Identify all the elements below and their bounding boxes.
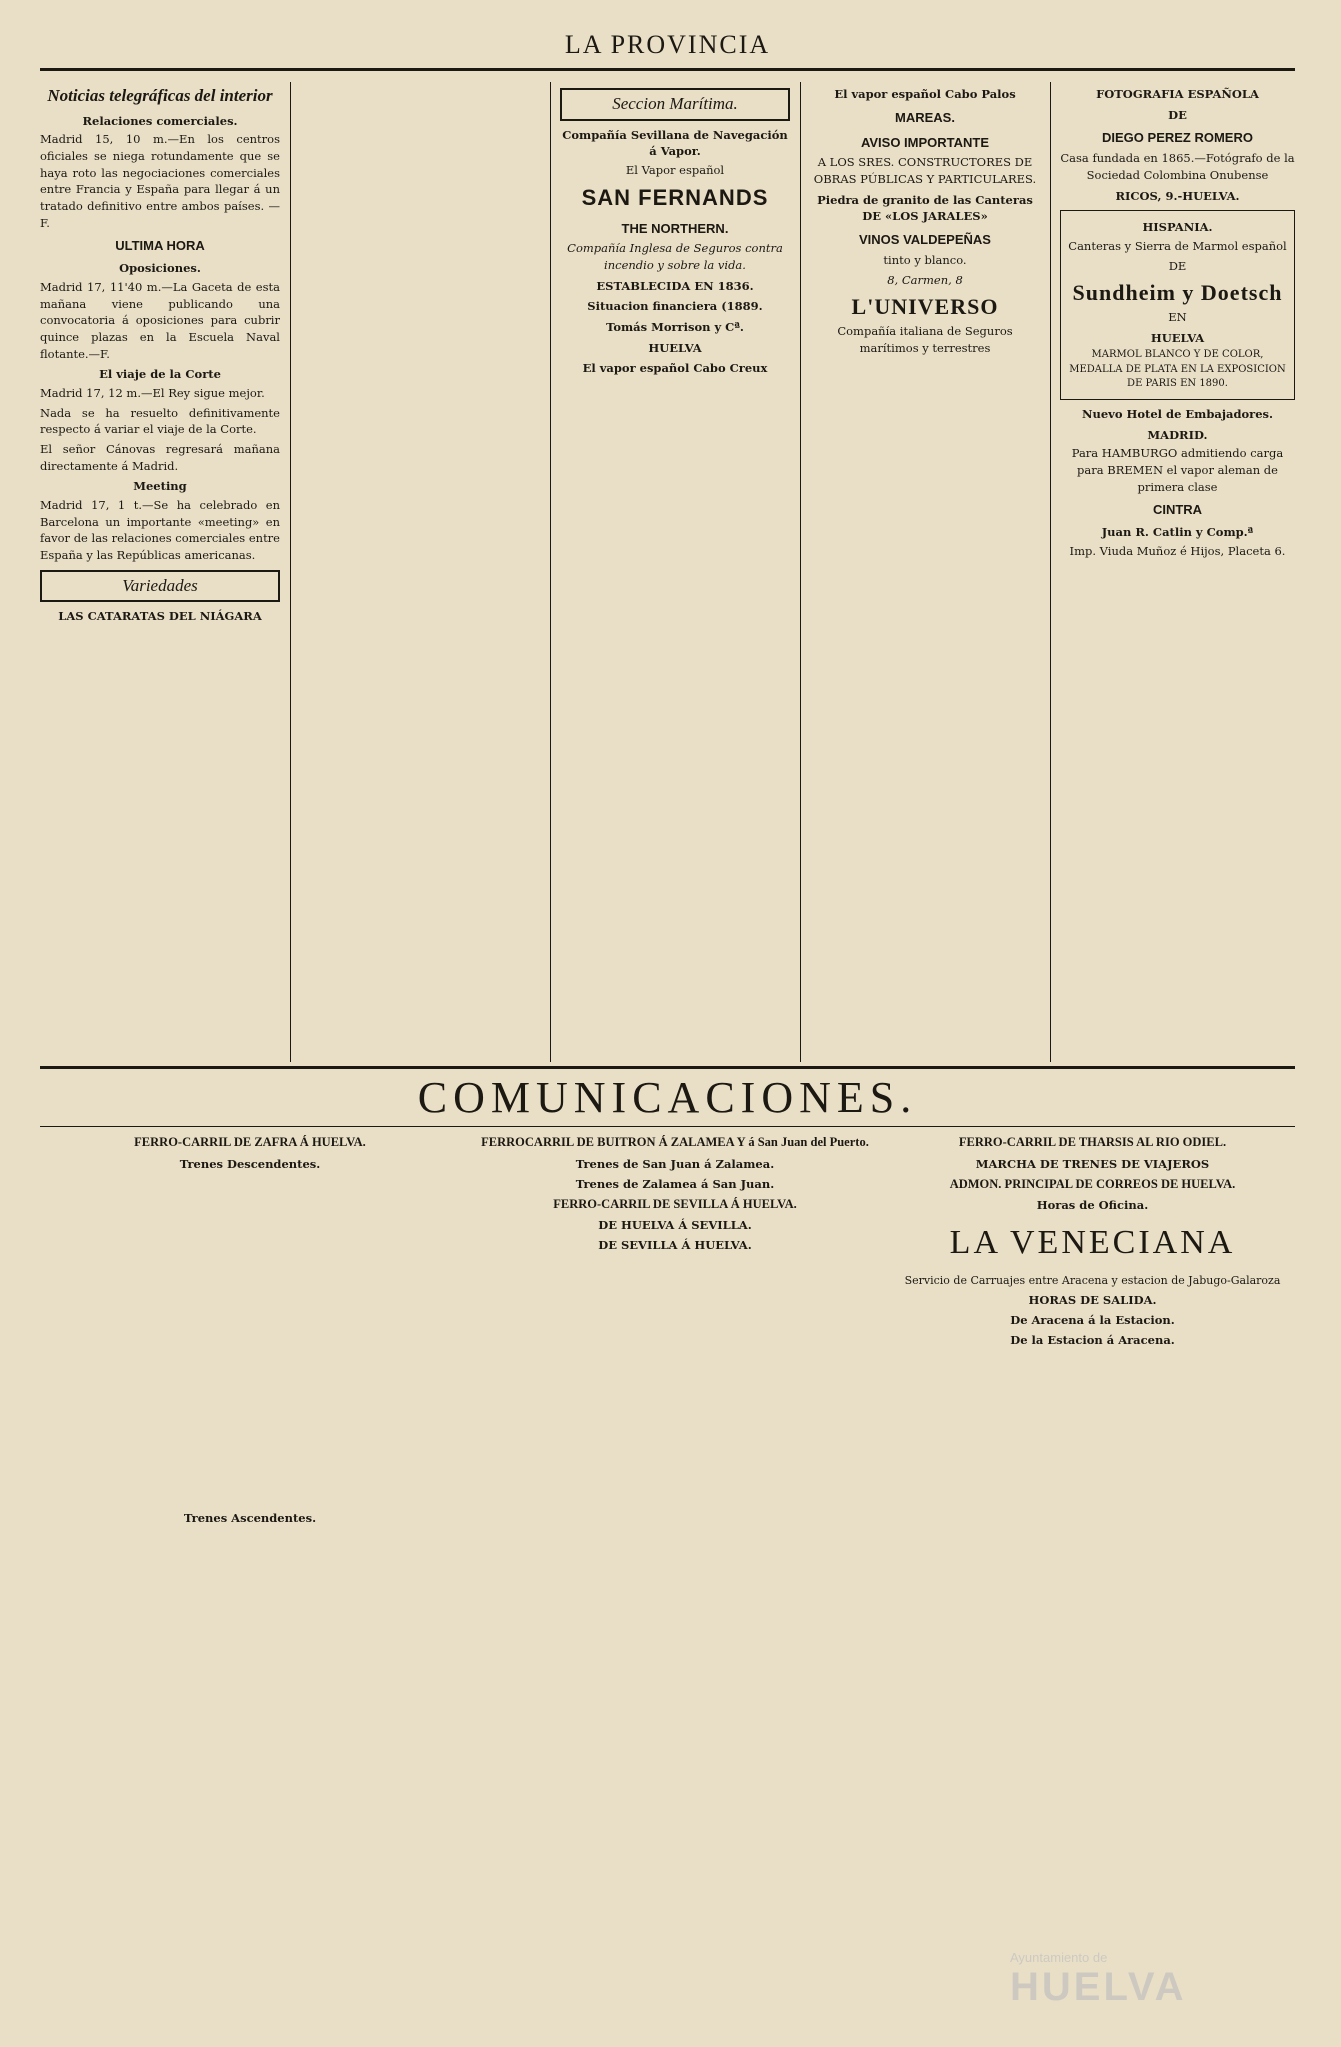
timetable-title: FERRO-CARRIL DE ZAFRA Á HUELVA. — [134, 1135, 366, 1149]
heading: ULTIMA HORA — [115, 238, 205, 254]
timetable-subtitle: MARCHA DE TRENES DE VIAJEROS — [975, 1156, 1210, 1171]
watermark-line: HUELVA — [1010, 1965, 1187, 2009]
timetable-subtitle: Trenes Descendentes. — [179, 1156, 321, 1171]
column-2 — [300, 82, 540, 1062]
subheading: Oposiciones. — [119, 261, 201, 276]
ship-name: SAN FERNANDS — [581, 184, 769, 210]
timetable-title: ADMON. PRINCIPAL DE CORREOS DE HUELVA. — [949, 1176, 1236, 1191]
ad-text: EN — [1168, 310, 1187, 325]
subheading: El viaje de la Corte — [99, 367, 221, 382]
ad-text: Para HAMBURGO admitiendo carga para BREMEN el vapor aleman de primera clase — [1071, 446, 1284, 494]
ad-text: Compañía italiana de Seguros marítimos y terrestres — [837, 324, 1013, 355]
section-rule — [40, 1126, 1295, 1127]
news-paragraph: Madrid 17, 1 t.—Se ha celebrado en Barcelona un importante «meeting» en favor de las relaciones comerciales entre España y las Repúblicas americanas. — [40, 497, 280, 562]
ad-text: Casa fundada en 1865.—Fotógrafo de la Sociedad Colombina Onubense — [1060, 151, 1295, 182]
timetable-subtitle: DE SEVILLA Á HUELVA. — [598, 1238, 752, 1253]
timetable — [40, 1176, 460, 1506]
archive-watermark — [1010, 1950, 1310, 2030]
ad-heading: LA VENECIANA — [949, 1224, 1236, 1262]
timetable-subtitle: Trenes de San Juan á Zalamea. — [575, 1156, 775, 1171]
ad-text: 8, Carmen, 8 — [887, 272, 963, 287]
ship-name: CINTRA — [1152, 502, 1203, 518]
ad-heading: HISPANIA. — [1142, 220, 1213, 235]
ad-text: DE — [1168, 258, 1187, 273]
ad-text: RICOS, 9.-HUELVA. — [1115, 188, 1240, 203]
ad-box — [1060, 210, 1295, 400]
ad-text: DE — [1168, 107, 1187, 122]
news-paragraph: Madrid 17, 12 m.—El Rey sigue mejor. — [40, 385, 265, 400]
ad-text: tinto y blanco. — [883, 252, 967, 267]
column-divider — [800, 82, 801, 1062]
news-paragraph: El señor Cánovas regresará mañana directamente á Madrid. — [40, 441, 280, 473]
column-divider — [290, 82, 291, 1062]
imprint: Imp. Viuda Muñoz é Hijos, Placeta 6. — [1069, 543, 1286, 558]
news-paragraph: Madrid 17, 11'40 m.—La Gaceta de esta mañana viene publicando una convocatoria á oposiciones para cubrir quince plazas en la Escuela Naval flotante.—F. — [40, 279, 280, 361]
ad-text: MARMOL BLANCO Y DE COLOR, MEDALLA DE PLATA EN LA EXPOSICION DE PARIS EN 1890. — [1069, 349, 1286, 390]
ad-heading: Nuevo Hotel de Embajadores. — [1081, 406, 1274, 421]
column-3 — [560, 82, 790, 1062]
city-name: HUELVA — [648, 340, 702, 355]
timetable-subtitle: DE HUELVA Á SEVILLA. — [598, 1218, 752, 1233]
ad-text: ESTABLECIDA EN 1836. — [596, 278, 754, 293]
heading: VINOS VALDEPEÑAS — [859, 232, 991, 248]
ad-text: Compañía Inglesa de Seguros contra incendio y sobre la vida. — [567, 241, 783, 273]
city-name: HUELVA — [1150, 330, 1205, 345]
timetable-subtitle: De Aracena á la Estacion. — [1010, 1313, 1175, 1328]
bottom-column-3 — [890, 1130, 1295, 2000]
subheading: Meeting — [133, 479, 187, 494]
city-name: MADRID. — [1147, 427, 1208, 442]
column-divider — [550, 82, 551, 1062]
firm-name: Juan R. Catlin y Comp.ª — [1101, 525, 1254, 540]
section-rule — [40, 1066, 1295, 1069]
ad-heading: FOTOGRAFIA ESPAÑOLA — [1096, 87, 1259, 101]
ad-text: Situacion financiera (1889. — [587, 299, 763, 314]
section-banner: Seccion Marítima. — [560, 88, 790, 121]
timetable-title: FERRO-CARRIL DE SEVILLA Á HUELVA. — [553, 1196, 797, 1211]
bottom-column-2 — [470, 1130, 880, 2000]
article-title: LAS CATARATAS DEL NIÁGARA — [58, 609, 262, 624]
bottom-column-1 — [40, 1130, 460, 2000]
company-name: Compañía Sevillana de Navegación á Vapor. — [562, 127, 788, 159]
timetable-title: FERRO-CARRIL DE THARSIS AL RIO ODIEL. — [958, 1135, 1227, 1149]
column-1 — [40, 82, 280, 1062]
timetable-subtitle: Horas de Oficina. — [1036, 1198, 1149, 1213]
ad-text: Servicio de Carruajes entre Aracena y estacion de Jabugo-Galaroza — [904, 1273, 1281, 1287]
section-title: Noticias telegráficas del interior — [47, 86, 273, 105]
news-paragraph: Nada se ha resuelto definitivamente respecto á variar el viaje de la Corte. — [40, 405, 280, 437]
firm-name: Tomás Morrison y Cª. — [606, 320, 744, 335]
timetable-subtitle: Trenes de Zalamea á San Juan. — [575, 1176, 775, 1191]
timetable-subtitle: HORAS DE SALIDA. — [1028, 1293, 1157, 1308]
section-banner: Variedades — [40, 570, 280, 603]
timetable-title: FERROCARRIL DE BUITRON Á ZALAMEA Y á San Juan del Puerto. — [481, 1135, 869, 1149]
ad-text: A LOS SRES. CONSTRUCTORES DE OBRAS PÚBLICAS Y PARTICULARES. — [813, 155, 1037, 187]
ad-text: Canteras y Sierra de Marmol español — [1068, 238, 1287, 253]
section-banner: COMUNICACIONES. — [417, 1073, 918, 1122]
ad-heading: Piedra de granito de las Canteras DE «LOS JARALES» — [817, 192, 1033, 224]
ad-text: El Vapor español — [625, 162, 725, 177]
ad-heading: DIEGO PEREZ ROMERO — [1102, 130, 1253, 146]
company-name: THE NORTHERN. — [621, 220, 729, 236]
company-name: L'UNIVERSO — [851, 294, 999, 320]
column-5 — [1060, 82, 1295, 1062]
firm-name: Sundheim y Doetsch — [1072, 280, 1283, 306]
news-paragraph: Madrid 15, 10 m.—En los centros oficiales se niega rotundamente que se haya roto las negociaciones comerciales entre Francia y España para llegar á un tratado definitivo entre ambos países. —F. — [40, 132, 280, 230]
column-4 — [810, 82, 1040, 1062]
masthead: LA PROVINCIA — [564, 30, 771, 59]
heading: MAREAS. — [895, 109, 955, 125]
column-divider — [1050, 82, 1051, 1062]
heading: AVISO IMPORTANTE — [860, 134, 990, 150]
subheading: Relaciones comerciales. — [82, 113, 238, 128]
watermark-line: Ayuntamiento de — [1010, 1950, 1108, 1965]
ad-heading: El vapor español Cabo Creux — [582, 361, 768, 376]
ad-heading: El vapor español Cabo Palos — [834, 87, 1016, 101]
masthead-rule — [40, 68, 1295, 71]
timetable-subtitle: Trenes Ascendentes. — [183, 1510, 317, 1525]
timetable-subtitle: De la Estacion á Aracena. — [1010, 1333, 1175, 1348]
